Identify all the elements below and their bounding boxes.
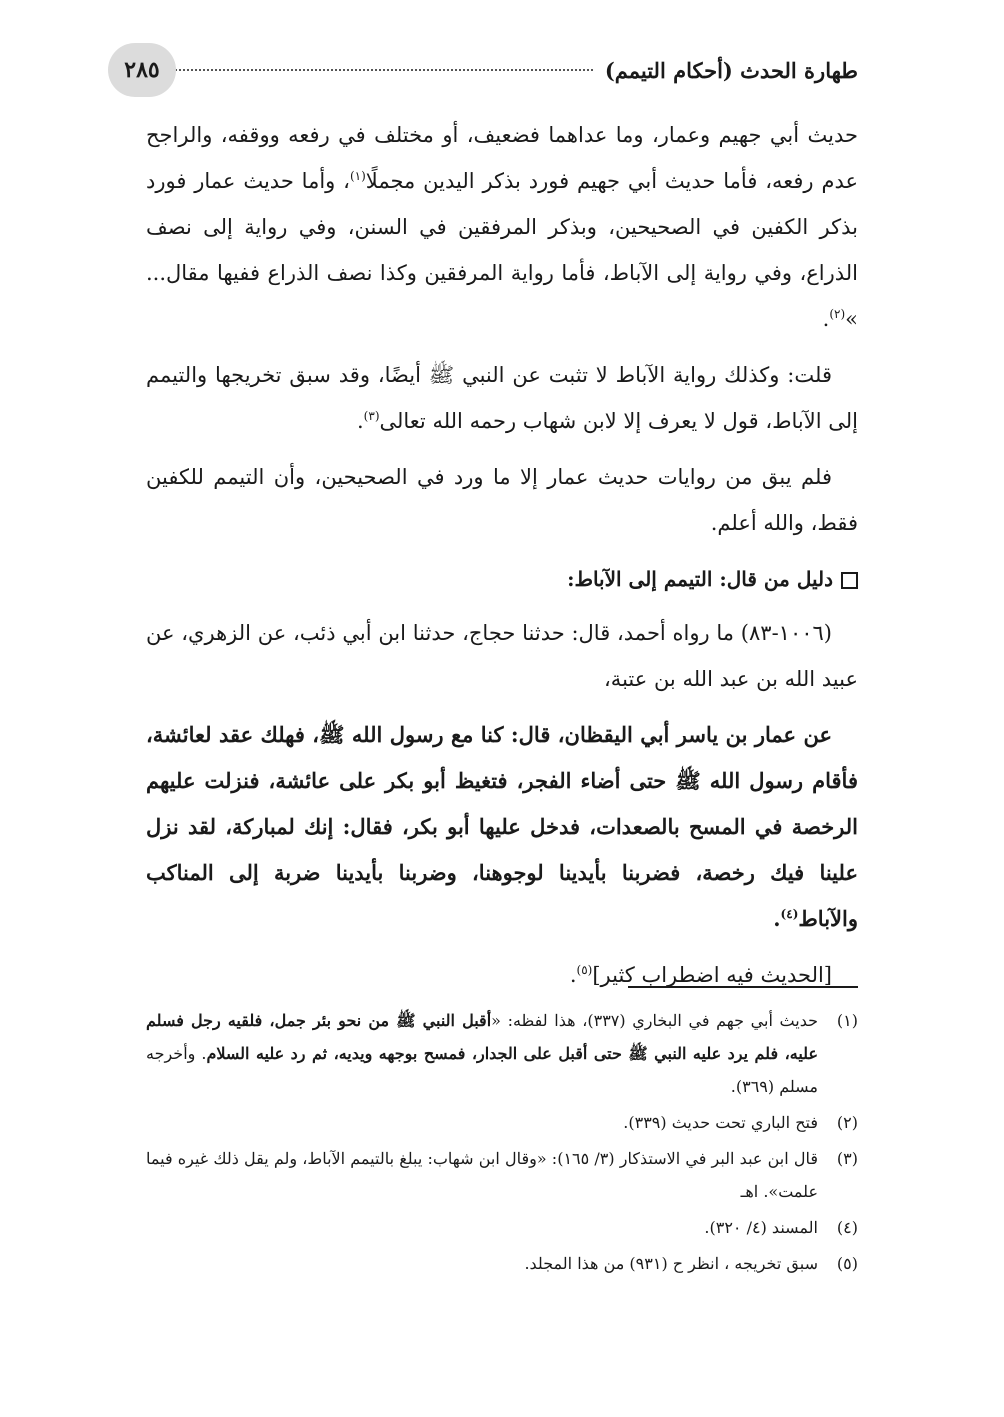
footnote-text: المسند (٤/ ٣٢٠). bbox=[704, 1218, 818, 1237]
footnote-number: (٥) bbox=[836, 1254, 858, 1273]
footnotes bbox=[146, 1004, 858, 1283]
footnote-number: (٣) bbox=[836, 1149, 858, 1168]
footnote-1 bbox=[146, 1004, 858, 1103]
paragraph-2 bbox=[146, 352, 858, 444]
paragraph-1 bbox=[146, 112, 858, 342]
paragraph-4: (١٠٠٦-٨٣) ما رواه أحمد، قال: حدثنا حجاج، حدثنا ابن أبي ذئب، عن الزهري، عن عبيد الله بن عبد الله بن عتبة، bbox=[146, 621, 858, 691]
paragraph-1-text-b: ، وأما حديث عمار فورد بذكر الكفين في الصحيحين، وبذكر المرفقين في السنن، وفي رواية إلى نصف الذراع، وفي رواية إلى الآباط، فأما رواية المرفقين وكذا نصف الذراع ففيها مقال... » bbox=[146, 169, 858, 331]
footnote-ref-3[interactable]: (٣) bbox=[363, 409, 380, 423]
footnote-number: (٢) bbox=[836, 1113, 858, 1132]
paragraph-6-text: [الحديث فيه اضطراب كثير] bbox=[592, 963, 832, 987]
paragraph-1-end: . bbox=[822, 307, 830, 331]
hadith-text-body: عن عمار بن ياسر أبي اليقظان، قال: كنا مع رسول الله ﷺ، فهلك عقد لعائشة، فأقام رسول الله ﷺ حتى أضاء الفجر، فتغيظ أبو بكر على عائشة، فنزلت عليهم الرخصة في المسح بالصعدات، فدخل عليها أبو بكر، فقال: إنك لمباركة، لقد نزل علينا فيك رخصة، فضربنا بأيدينا لوجوهنا، وضربنا بأيدينا ضربة إلى المناكب والآباط bbox=[146, 722, 858, 931]
main-text bbox=[146, 112, 858, 1008]
footnote-text bbox=[146, 1004, 818, 1103]
footnote-separator bbox=[628, 986, 858, 988]
section-heading bbox=[146, 556, 858, 602]
paragraph-6-end: . bbox=[569, 963, 577, 987]
footnote-ref-2[interactable]: (٢) bbox=[829, 307, 846, 321]
section-heading-text: دليل من قال: التيمم إلى الآباط: bbox=[567, 567, 833, 591]
footnote-ref-5[interactable]: (٥) bbox=[576, 963, 593, 977]
paragraph-2-text: قلت: وكذلك رواية الآباط لا تثبت عن النبي ﷺ أيضًا، وقد سبق تخريجها والتيمم إلى الآباط، قول لا يعرف إلا لابن شهاب رحمه الله تعالى bbox=[146, 363, 858, 433]
page-number-badge: ٢٨٥ bbox=[108, 43, 176, 97]
running-header bbox=[142, 42, 858, 98]
footnote-1-text-a: حديث أبي جهم في البخاري (٣٣٧)، هذا لفظه: « bbox=[491, 1011, 819, 1030]
footnote-text: قال ابن عبد البر في الاستذكار (٣/ ١٦٥): «وقال ابن شهاب: يبلغ بالتيمم الآباط، ولم يقل ذلك غيره فيما علمت». اهـ bbox=[146, 1149, 818, 1201]
paragraph-2-end: . bbox=[356, 409, 364, 433]
footnote-text: فتح الباري تحت حديث (٣٣٩). bbox=[623, 1113, 818, 1132]
hadith-text bbox=[146, 712, 858, 942]
checkbox-square-icon bbox=[841, 572, 858, 589]
footnote-2 bbox=[146, 1106, 858, 1139]
footnote-4 bbox=[146, 1211, 858, 1244]
footnote-number: (١) bbox=[836, 1011, 858, 1030]
footnote-5 bbox=[146, 1247, 858, 1280]
footnote-3 bbox=[146, 1142, 858, 1208]
hadith-text-end: . bbox=[773, 906, 781, 931]
paragraph-6 bbox=[146, 952, 858, 998]
paragraph-1-text-a: حديث أبي جهيم وعمار، وما عداهما فضعيف، أو مختلف في رفعه ووقفه، والراجح عدم رفعه، فأما حديث أبي جهيم فورد بذكر اليدين مجملًا bbox=[146, 123, 859, 193]
paragraph-3: فلم يبق من روايات حديث عمار إلا ما ورد في الصحيحين، وأن التيمم للكفين فقط، والله أعلم. bbox=[146, 465, 858, 535]
footnote-1-text-c: . وأخرجه مسلم (٣٦٩). bbox=[146, 1044, 818, 1096]
footnote-ref-1[interactable]: (١) bbox=[349, 169, 366, 183]
footnote-ref-4[interactable]: (٤) bbox=[780, 907, 799, 921]
footnote-text: سبق تخريجه ، انظر ح (٩٣١) من هذا المجلد. bbox=[524, 1254, 818, 1273]
footnote-1-bold-quote: أقبل النبي ﷺ من نحو بئر جمل، فلقيه رجل فسلم عليه، فلم يرد عليه النبي ﷺ حتى أقبل على الجدار، فمسح بوجهه ويديه، ثم رد عليه السلام bbox=[146, 1011, 819, 1063]
header-title: طهارة الحدث (أحكام التيمم) bbox=[604, 57, 858, 83]
footnote-number: (٤) bbox=[836, 1218, 858, 1237]
header-dotted-leader bbox=[154, 69, 593, 71]
